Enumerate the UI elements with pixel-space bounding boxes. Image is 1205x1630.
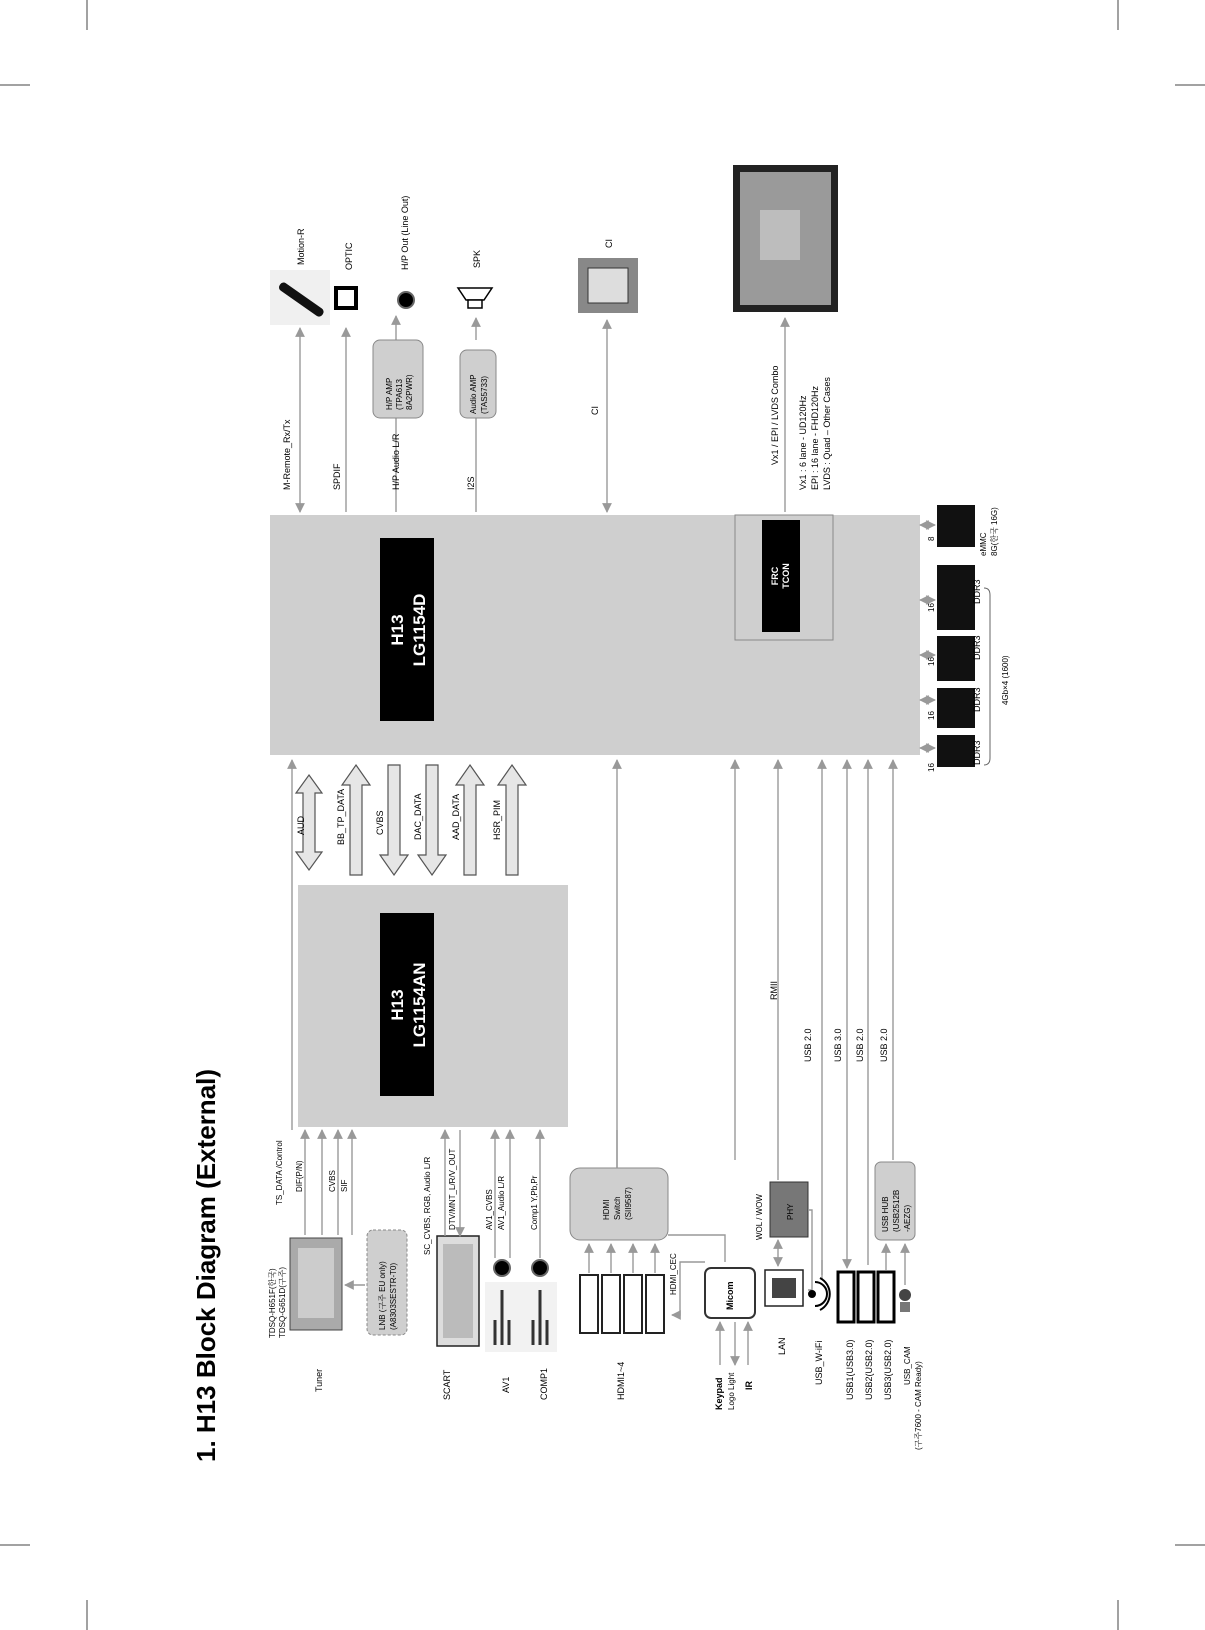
bus-usb-1: USB 3.0: [833, 1028, 843, 1062]
tv-panel-icon: [733, 165, 838, 312]
ddr-total: 4Gb×4 (1600): [1001, 655, 1010, 705]
lnb-line0: LNB (구주 EU only): [378, 1261, 387, 1330]
comp-bus: Comp1 Y,Pb,Pr: [530, 1175, 539, 1230]
bb-tp-data-arrow: [342, 765, 370, 875]
keypad-label: Keypad: [714, 1377, 724, 1410]
sub-soc-line2: LG1154AN: [410, 962, 429, 1048]
usb-hub-line2: -AEZG): [903, 1204, 912, 1232]
hp-label: H/P Out (Line Out): [400, 195, 410, 270]
bus-i2s: I2S: [466, 476, 476, 490]
frc-line2: TCON: [781, 563, 791, 589]
bus-panel: Vx1 / EPI / LVDS Combo: [770, 365, 780, 465]
panel-note-2: LVDS : Quad – Other Cases: [822, 377, 832, 490]
hdmi-switch-line1: Switch: [613, 1196, 622, 1220]
ci-slot-icon: [578, 258, 638, 313]
tuner-bus-0: TS_DATA /Control: [275, 1140, 284, 1205]
hp-amp-line1: (TPA613: [395, 379, 404, 410]
av-cable-icon: [485, 1282, 557, 1352]
page-title: 1. H13 Block Diagram (External): [191, 1068, 221, 1462]
scart-label: SCART: [442, 1369, 452, 1400]
bus-cvbs: CVBS: [375, 810, 385, 835]
bus-rmii: RMII: [769, 981, 779, 1000]
usb-port-icons: [838, 1272, 894, 1322]
sub-soc-line1: H13: [388, 989, 407, 1021]
comp1-label: COMP1: [539, 1367, 549, 1400]
ddr-label-0: DDR3: [972, 740, 982, 765]
ddr-label-3: DDR3: [972, 579, 982, 604]
mem-width-4: 8: [927, 536, 936, 541]
tuner-model-1: TDSQ-G651D(구주): [278, 1266, 287, 1338]
panel-note-1: EPI : 16 lane - FHD120Hz: [810, 385, 820, 490]
hp-amp-line2: 8A2PWR): [405, 374, 414, 410]
mem-width-3: 16: [927, 603, 936, 612]
logo-light-label: Logo Light: [727, 1372, 736, 1410]
lnb-box: [367, 1230, 407, 1335]
ci-label: CI: [604, 239, 614, 248]
hsr-pim-arrow: [498, 765, 526, 875]
tuner-icon: [290, 1238, 342, 1330]
bus-aad-data: AAD_DATA: [451, 793, 461, 840]
bus-usb-2: USB 2.0: [855, 1028, 865, 1062]
audio-amp-line0: Audio AMP: [469, 374, 478, 414]
bus-usb-0: USB 2.0: [803, 1028, 813, 1062]
usb-cam-icon: [899, 1289, 911, 1312]
av1-label: AV1: [501, 1376, 511, 1393]
optic-icon: [336, 288, 356, 308]
hdmi-switch-line0: HDMI: [602, 1199, 611, 1220]
bus-usb-3: USB 2.0: [879, 1028, 889, 1062]
emmc-chip: [937, 505, 975, 547]
micom-label: Micom: [725, 1281, 735, 1310]
hdmi-port-lines: [589, 1244, 655, 1273]
lan-label: LAN: [777, 1337, 787, 1355]
bus-aud: AUD: [296, 815, 306, 835]
bus-ci: CI: [590, 406, 600, 415]
wol-label: WOL / WOW: [755, 1194, 764, 1240]
av1-bus-0: AV1_CVBS: [485, 1189, 494, 1230]
bus-hp: H/P Audio L/R: [391, 433, 401, 490]
usb-port-0: USB1(USB3.0): [845, 1339, 855, 1400]
usb-cam-line1: (구주7600 - CAM Ready): [914, 1361, 923, 1450]
bus-bb-tp-data: BB_TP_DATA: [336, 788, 346, 845]
lan-port-icon: [765, 1270, 803, 1306]
hp-amp-line0: H/P AMP: [385, 377, 394, 410]
bus-remote: M-Remote_Rx/Tx: [282, 419, 292, 490]
lnb-line1: (A8303SESTR-T0): [389, 1262, 398, 1330]
hdmi-label: HDMI1~4: [616, 1361, 626, 1400]
ddr-label-1: DDR3: [972, 687, 982, 712]
audio-amp-box: [460, 350, 496, 418]
usb-cam-line0: USB_CAM: [903, 1346, 912, 1385]
ddr-label-2: DDR3: [972, 635, 982, 660]
main-soc-line2: LG1154D: [410, 593, 429, 667]
hdmi-switch-line2: (SII9587): [624, 1187, 633, 1220]
usb-port-2: USB3(USB2.0): [883, 1339, 893, 1400]
optic-label: OPTIC: [344, 242, 354, 270]
panel-note-0: Vx1 : 6 lane - UD120Hz: [798, 395, 808, 490]
remote-label: Motion-R: [296, 228, 306, 265]
comp1-jack-icon: [532, 1260, 548, 1276]
bus-spdif: SPDIF: [332, 463, 342, 490]
motion-remote-icon: [270, 270, 330, 325]
ddr-memory-chips: [937, 505, 975, 767]
av1-bus-1: AV1_Audio L/R: [497, 1175, 506, 1230]
main-soc-line1: H13: [388, 614, 407, 646]
frc-line1: FRC: [770, 566, 780, 586]
wifi-label: USB_W-iFi: [814, 1340, 824, 1385]
audio-amp-line1: (TAS5733): [480, 375, 489, 414]
usb-port-1: USB2(USB2.0): [864, 1339, 874, 1400]
spk-label: SPK: [472, 249, 482, 268]
emmc-line0: eMMC: [979, 532, 988, 556]
bus-dac-data: DAC_DATA: [413, 793, 423, 840]
tuner-bus-2: CVBS: [328, 1170, 337, 1192]
ir-label: IR: [744, 1381, 754, 1390]
usb-hub-line0: USB HUB: [881, 1196, 890, 1232]
mem-width-0: 16: [927, 763, 936, 772]
usb-hub-line1: (USB2512B: [892, 1189, 901, 1232]
scart-connector-icon: [437, 1236, 479, 1346]
ddr-bracket: [984, 588, 990, 765]
emmc-line1: 8G(한국 16G): [990, 507, 999, 556]
mem-width-1: 16: [927, 711, 936, 720]
mem-width-2: 16: [927, 657, 936, 666]
scart-bus-0: SC_CVBS, RGB, Audio L/R: [423, 1156, 432, 1255]
av1-jack-icon: [494, 1260, 510, 1276]
headphone-jack-icon: [398, 292, 414, 308]
bus-hsr-pim: HSR_PIM: [492, 799, 502, 840]
phy-label: PHY: [786, 1203, 795, 1220]
speaker-icon: [458, 288, 492, 308]
tuner-label: Tuner: [314, 1368, 324, 1392]
scart-bus-1: DTV/MNT_L/R/V_OUT: [448, 1148, 457, 1230]
hdmi-cec-label: HDMI_CEC: [669, 1253, 678, 1295]
hdmi-port-icons: [580, 1275, 664, 1333]
tuner-model-0: TDSQ-H651F(한국): [268, 1268, 277, 1338]
tuner-bus-3: SIF: [340, 1179, 349, 1192]
tuner-bus-1: DIF(P/N): [295, 1160, 304, 1192]
